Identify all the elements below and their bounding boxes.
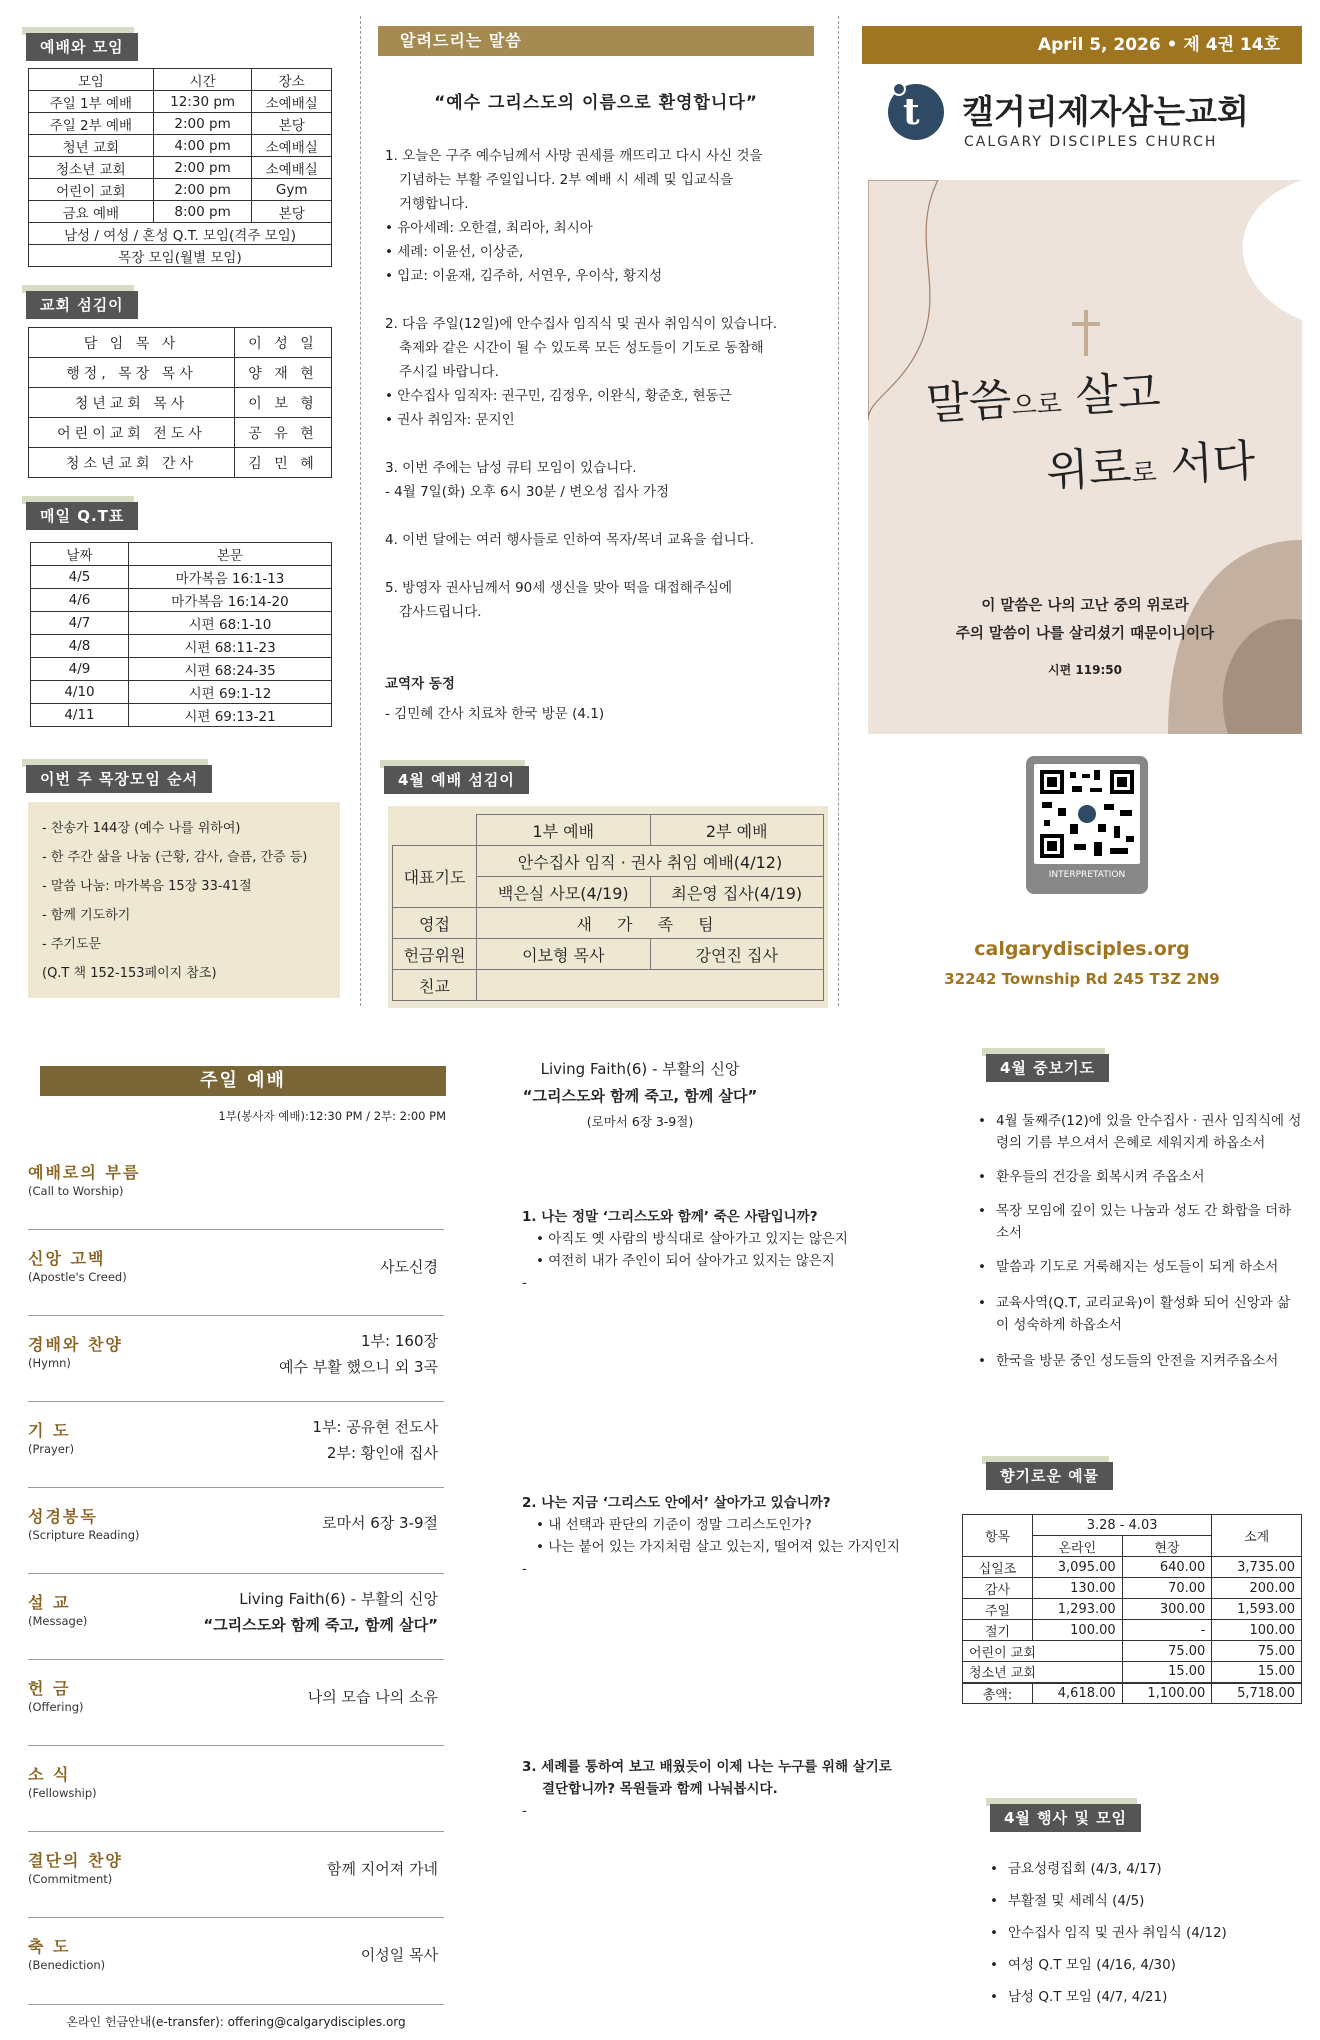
section-tag-mokjang: 이번 주 목장모임 순서 — [26, 765, 212, 793]
section-tag-qt: 매일 Q.T표 — [26, 502, 138, 530]
section-tag-servants: 교회 섬김이 — [26, 291, 138, 319]
service-item: 소 식 (Fellowship) — [28, 1762, 444, 1832]
list-item: • 교육사역(Q.T, 교리교육)이 활성화 되어 신앙과 삶이 성숙하게 하옵소서 — [974, 1292, 1302, 1336]
church-logo-icon: t — [888, 84, 944, 140]
service-item: 축 도 (Benediction) 이성일 목사 — [28, 1937, 438, 1972]
list-item: • 금요성령집회 (4/3, 4/17) — [986, 1858, 1302, 1880]
list-item: - 찬송가 144장 (예수 나를 위하여) — [42, 821, 241, 836]
hero-panel — [868, 180, 1302, 734]
service-item: 설 교 (Message) Living Faith(6) - 부활의 신앙 “그리스도와 함께 죽고, 함께 살다” — [28, 1590, 444, 1660]
list-item: • 환우들의 건강을 회복시켜 주옵소서 — [974, 1166, 1302, 1188]
hero-line-2: 위로로 서다 — [1045, 435, 1257, 498]
qt-table: 날짜 본문 4/5 마가복음 16:1-13 4/6 마가복음 16:14-20 4/7 시편 68:1-10 4/8 시편 68:11-23 4/9 시편 68:24-35 4/10 시편 69:1-12 4/11 시편 69:13-21 — [30, 542, 332, 727]
april-box — [388, 806, 828, 1008]
service-item: 예배로의 부름 (Call to Worship) — [28, 1160, 444, 1230]
offering-table: 항목 3.28 - 4.03 소계 온라인 현장 십일조 3,095.00 640.00 3,735.00 감사 130.00 70.00 200.00 주일 1,293.00 300.00 1,593.00 절기 100.00 - 100.00 어린이 교회 75.00 75.00 청소년 교회 15.00 15.00 총액: 4,618.00 1,100.00 5,718.00 — [962, 1514, 1302, 1704]
april-table: 1부 예배 2부 예배 대표기도 안수집사 임직 · 권사 취임 예배(4/12) 백은실 사모(4/19) 최은영 집사(4/19) 영접 새 가 족 팀 헌금위원 이보형 목사 강연진 집사 친교 — [392, 814, 824, 1001]
website-link[interactable]: calgarydisciples.org — [974, 938, 1190, 960]
service-item: 신앙 고백 (Apostle's Creed) 사도신경 — [28, 1246, 444, 1316]
qr-code-icon[interactable]: INTERPRETATION — [1026, 756, 1148, 894]
worship-table: 모임 시간 장소 주일 1부 예배 12:30 pm 소예배실 주일 2부 예배 2:00 pm 본당 청년 교회 4:00 pm 소예배실 청소년 교회 2:00 pm 소예배실 어린이 교회 2:00 pm Gym 금요 예배 8:00 pm 본당 남성 / 여성 / 혼성 Q.T. 모임(격주 모임) 목장 모임(월별 모임) — [28, 68, 332, 267]
service-time: 1부(봉사자 예배):12:30 PM / 2부: 2:00 PM — [218, 1109, 446, 1123]
list-item: - 주기도문 — [42, 937, 102, 952]
service-item: 성경봉독 (Scripture Reading) 로마서 6장 3-9절 — [28, 1504, 444, 1574]
service-item: 경배와 찬양 (Hymn) 1부: 160장 예수 부활 했으니 외 3곡 — [28, 1332, 444, 1402]
list-item: • 여성 Q.T 모임 (4/16, 4/30) — [986, 1954, 1302, 1976]
service-header: 주일 예배 — [40, 1066, 446, 1096]
church-name-ko: 캘거리제자삼는교회 — [962, 92, 1249, 131]
mokjang-box — [28, 802, 340, 998]
list-item: - 한 주간 삶을 나눔 (근황, 감사, 슬픔, 간증 등) — [42, 850, 308, 865]
list-item: • 말씀과 기도로 거룩해지는 성도들이 되게 하소서 — [974, 1256, 1302, 1278]
section-tag-worship: 예배와 모임 — [26, 33, 138, 61]
list-item: - 말씀 나눔: 마가복음 15장 33-41절 — [42, 879, 252, 894]
divider — [360, 16, 361, 1006]
list-item: • 안수집사 임직 및 권사 취임식 (4/12) — [986, 1922, 1302, 1944]
list-item: • 목장 모임에 깊이 있는 나눔과 성도 간 화합을 더하소서 — [974, 1200, 1302, 1244]
hero-line-1: 말씀으로 살고 — [925, 366, 1162, 431]
section-tag-events: 4월 행사 및 모임 — [990, 1804, 1141, 1832]
sermon-q3: 3. 세례를 통하여 보고 배웠듯이 이제 나는 누구를 위해 살기로 결단합니까? 목원들과 함께 나눠봅시다. - — [522, 1759, 892, 1819]
list-item: - 함께 기도하기 — [42, 908, 131, 923]
sermon-q2: 2. 나는 지금 ‘그리스도 안에서’ 살아가고 있습니까? • 내 선택과 판단의 기준이 정말 그리스도인가? • 나는 붙어 있는 가지처럼 살고 있는지, 떨어져 있는 가지인지 - — [522, 1495, 900, 1577]
service-item: 헌 금 (Offering) 나의 모습 나의 소유 — [28, 1676, 444, 1746]
sermon-title: Living Faith(6) - 부활의 신앙 “그리스도와 함께 죽고, 함께 살다” (로마서 6장 3-9절) — [522, 1060, 758, 1129]
section-tag-intercession: 4월 중보기도 — [986, 1054, 1109, 1082]
list-item: • 한국을 방문 중인 성도들의 안전을 지켜주옵소서 — [974, 1350, 1302, 1372]
service-item: 결단의 찬양 (Commitment) 함께 지어져 가네 — [28, 1848, 444, 1918]
list-item: • 부활절 및 세례식 (4/5) — [986, 1890, 1302, 1912]
divider — [838, 16, 839, 1006]
notice-body: 1. 오늘은 구주 예수님께서 사망 권세를 깨뜨리고 다시 사신 것을 기념하는 부활 주일입니다. 2부 예배 시 세례 및 입교식을 거행합니다. • 유아세례: 오한결, 최리아, 최시아 • 세례: 이윤선, 이상준, • 입교: 이윤재, 김주하, 서연우, 우이삭, 황지성 2. 다음 주일(12일)에 안수집사 임직식 및 권사 취임식이 있습니다. 축제와 같은 시간이 될 수 있도록 모든 성도들이 기도로 동참해 주시길 바랍니다. • 안수집사 임직자: 권구민, 김정우, 이완식, 황준호, 현동근 • 권사 취임자: 문지인 3. 이번 주에는 남성 큐티 모임이 있습니다. - 4월 7일(화) 오후 6시 30분 / 변오성 집사 가정 4. 이번 달에는 여러 행사들로 인하여 목자/목녀 교육을 쉽니다. 5. 방영자 권사님께서 90세 생신을 맞아 떡을 대접해주심에 감사드립니다. 교역자 동정 - 김민혜 간사 치료차 한국 방문 (4.1) — [385, 148, 778, 722]
address: 32242 Township Rd 245 T3Z 2N9 — [944, 970, 1220, 988]
list-item: (Q.T 책 152-153페이지 참조) — [42, 966, 217, 981]
section-tag-offering: 향기로운 예물 — [986, 1462, 1113, 1490]
issue-date-bar: April 5, 2026 • 제 4권 14호 — [862, 26, 1302, 64]
servants-table: 담 임 목 사 이 성 일 행정, 목장 목사 양 재 현 청년교회 목사 이 보 형 어린이교회 전도사 공 유 현 청소년교회 간사 김 민 혜 — [28, 327, 332, 478]
sermon-q1: 1. 나는 정말 ‘그리스도와 함께’ 죽은 사람입니까? • 아직도 옛 사람의 방식대로 살아가고 있지는 않은지 • 여전히 내가 주인이 되어 살아가고 있지는 않은지 - — [522, 1209, 848, 1291]
list-item: • 4월 둘째주(12)에 있을 안수집사 · 권사 임직식에 성령의 기름 부으셔서 은혜로 세워지게 하옵소서 — [974, 1110, 1302, 1154]
church-name-en: CALGARY DISCIPLES CHURCH — [964, 134, 1218, 150]
notice-headline: “예수 그리스도의 이름으로 환영합니다” — [434, 93, 758, 113]
intercession-list — [974, 1110, 1302, 1372]
verse: 이 말씀은 나의 고난 중의 위로라 주의 말씀이 나를 살리셨기 때문이니이다 시편 119:50 — [955, 598, 1215, 677]
section-tag-april: 4월 예배 섬김이 — [384, 766, 529, 794]
events-list — [986, 1858, 1302, 2008]
list-item: • 남성 Q.T 모임 (4/7, 4/21) — [986, 1986, 1302, 2008]
service-item: 기 도 (Prayer) 1부: 공유현 전도사 2부: 황인애 집사 — [28, 1418, 444, 1488]
notice-header: 알려드리는 말씀 — [378, 26, 814, 56]
online-offering-info: 온라인 헌금안내(e-transfer): offering@calgarydisciples.org — [28, 2004, 444, 2030]
